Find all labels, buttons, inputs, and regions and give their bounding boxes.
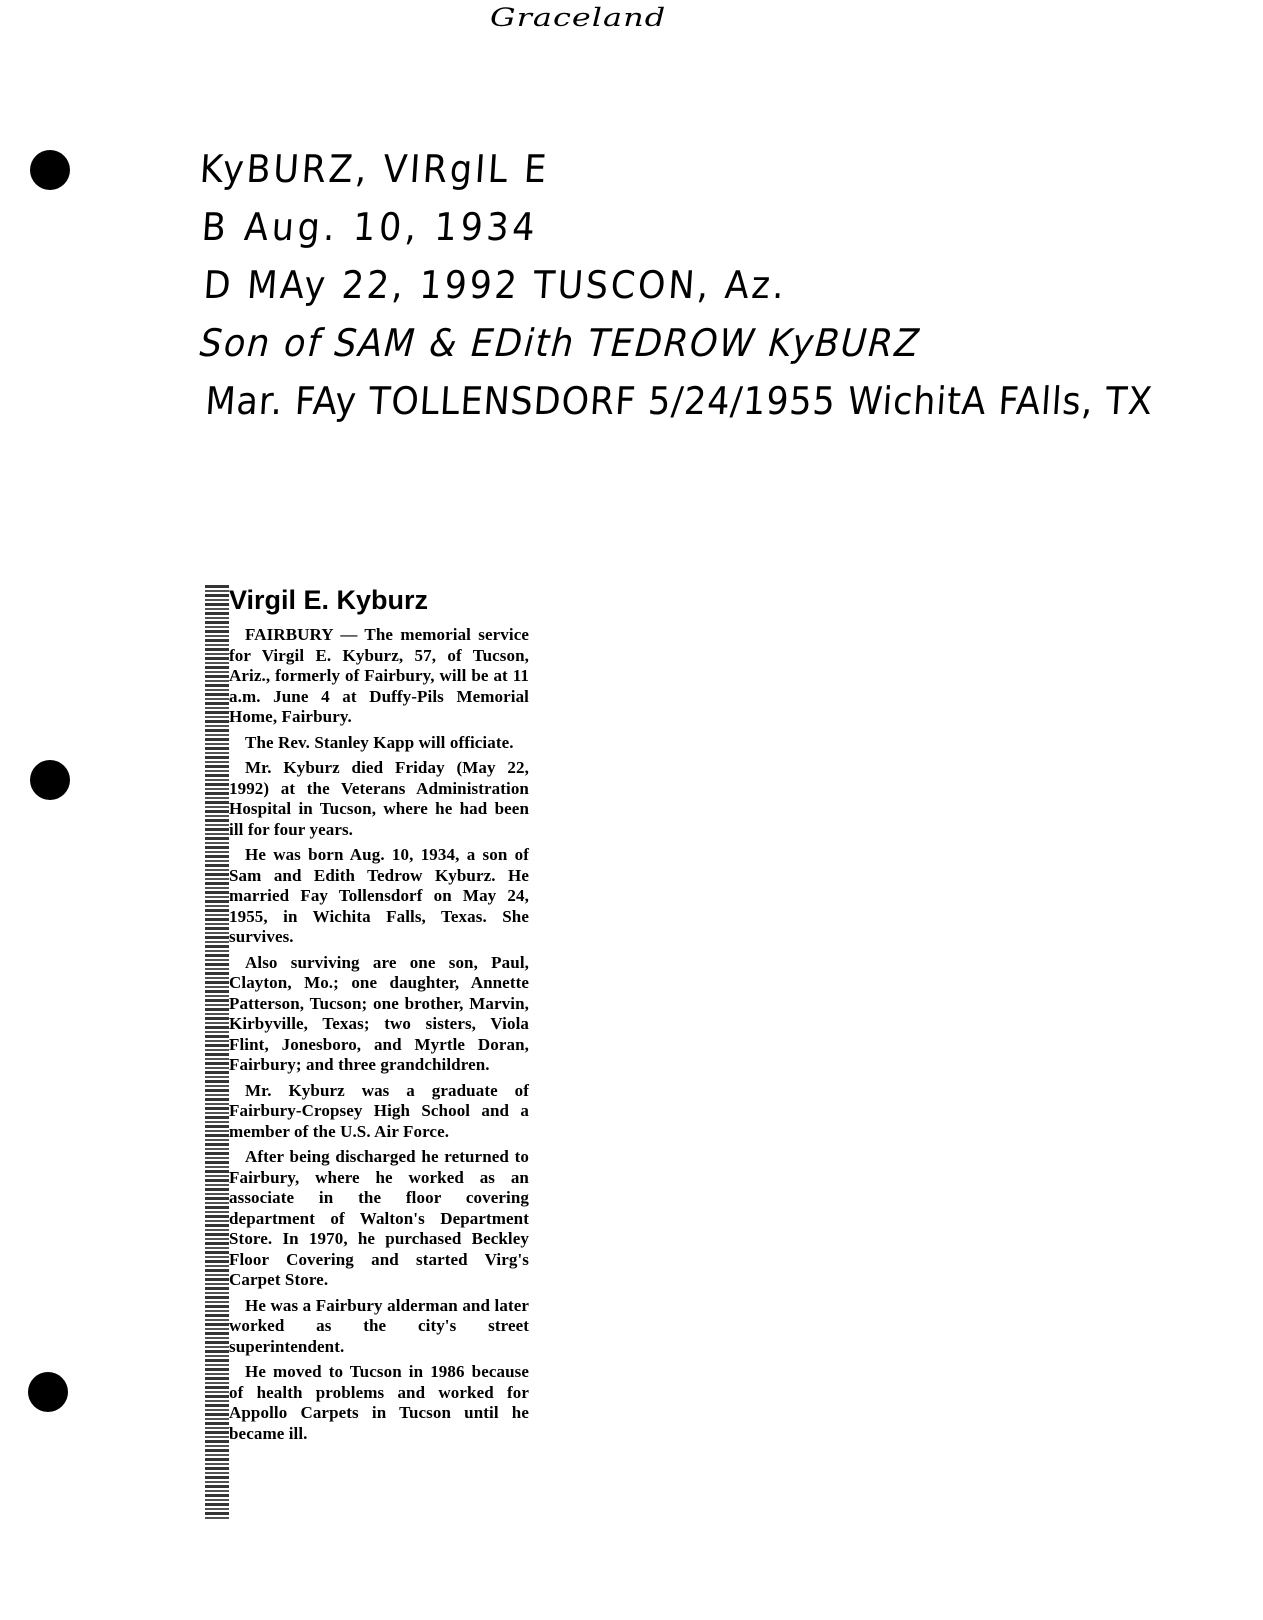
handwritten-parents: Son of SAM & EDith TEDROW KyBURZ (198, 321, 922, 365)
obituary-title: Virgil E. Kyburz (229, 585, 429, 615)
obituary-paragraph: He was born Aug. 10, 1934, a son of Sam and Edith Tedrow Kyburz. He married Fay Tollensdorf on May 24, 1955, in Wichita Falls, Texas. She survives. (229, 845, 529, 946)
handwritten-notes (200, 140, 1240, 430)
newspaper-clipping (205, 585, 540, 1520)
obituary-paragraph: FAIRBURY — The memorial service for Virgil E. Kyburz, 57, of Tucson, Ariz., formerly of Fairbury, will be at 11 a.m. June 4 at Duffy-Pils Memorial Home, Fairbury. (229, 625, 529, 726)
punch-hole-top (30, 150, 70, 190)
obituary-paragraph: After being discharged he returned to Fairbury, where he worked as an associate in the floor covering department of Walton's Department Store. In 1970, he purchased Beckley Floor Covering and started Virg's Carpet Store. (229, 1147, 529, 1289)
handwritten-name: KyBURZ, VIRgIL E (198, 147, 551, 191)
handwritten-birth: B Aug. 10, 1934 (200, 205, 540, 249)
obituary-paragraph: He was a Fairbury alderman and later worked as the city's street superintendent. (229, 1295, 529, 1356)
punch-hole-bottom (28, 1372, 68, 1412)
clipping-body (229, 585, 529, 1449)
obituary-paragraph: Mr. Kyburz died Friday (May 22, 1992) at the Veterans Administration Hospital in Tucson, where he had been ill for four years. (229, 758, 529, 839)
obituary-paragraph: He moved to Tucson in 1986 because of health problems and worked for Appollo Carpets in Tucson until he became ill. (229, 1362, 529, 1443)
obituary-paragraph: Mr. Kyburz was a graduate of Fairbury-Cropsey High School and a member of the U.S. Air Force. (229, 1080, 529, 1141)
handwritten-marriage: Mar. FAy TOLLENSDORF 5/24/1955 WichitA FAlls, TX (204, 379, 1155, 423)
punch-hole-middle (30, 760, 70, 800)
obituary-paragraph: The Rev. Stanley Kapp will officiate. (245, 732, 514, 752)
obituary-paragraph: Also surviving are one son, Paul, Clayton, Mo.; one daughter, Annette Patterson, Tucson; one brother, Marvin, Kirbyville, Texas; two sisters, Viola Flint, Jonesboro, and Myrtle Doran, Fairbury; and three grandchildren. (229, 952, 529, 1074)
clipping-torn-edge (205, 585, 229, 1520)
handwritten-death: D MAy 22, 1992 TUSCON, Az. (202, 263, 789, 307)
handwritten-header: Graceland (490, 2, 667, 33)
